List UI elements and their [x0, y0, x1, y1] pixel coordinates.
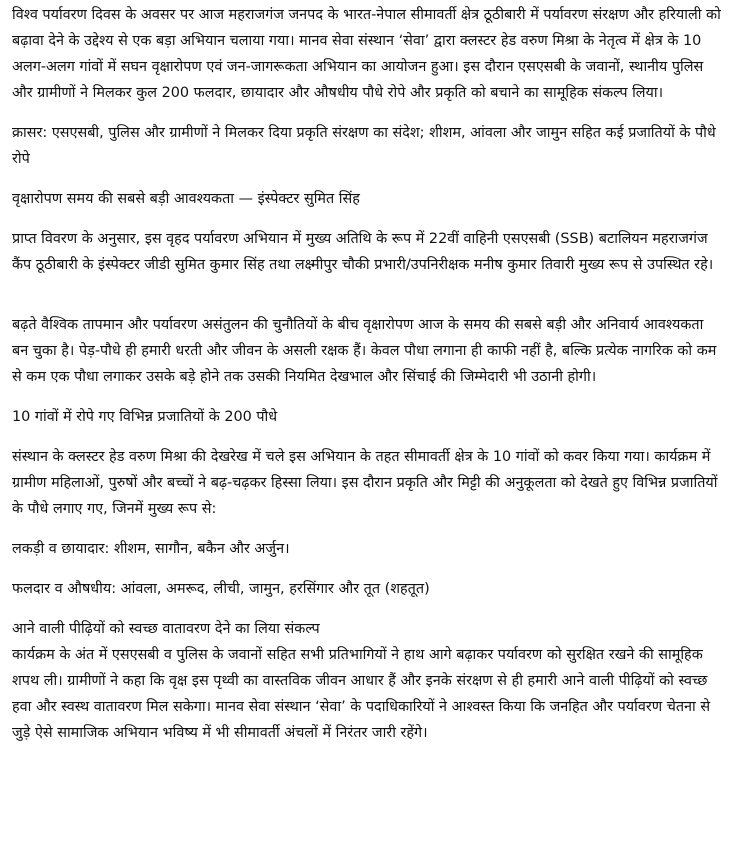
global-warming-paragraph: बढ़ते वैश्विक तापमान और पर्यावरण असंतुलन की चुनौतियों के बीच वृक्षारोपण आज के समय की सबसे बड़ी और अनिवार्य आवश्यकता बन चुका है। पेड़-पौधे ही हमारी धरती और जीवन के असली रक्षक हैं। केवल पौधा लगाना ही काफी नहीं है, बल्कि प्रत्येक नागरिक को कम से कम एक पौधा लगाकर उसके बड़े होने तक उसकी नियमित देखभाल और सिंचाई की जिम्मेदारी भी उठानी होगी। — [12, 317, 717, 385]
closing-paragraph: कार्यक्रम के अंत में एसएसबी व पुलिस के जवानों सहित सभी प्रतिभागियों ने हाथ आगे बढ़ाकर पर्यावरण को सुरक्षित रखने की सामूहिक शपथ ली। ग्रामीणों ने कहा कि वृक्ष इस पृथ्वी का वास्तविक जीवन आधार हैं और इनके संरक्षण से ही हमारी आने वाली पीढ़ियों को स्वच्छ हवा और स्वस्थ वातावरण मिल सकेगा। मानव सेवा संस्थान ‘सेवा’ के पदाधिकारियों ने आश्वस्त किया कि जनहित और पर्यावरण चेतना से जुड़े ऐसे सामाजिक अभियान भविष्य में भी सीमावर्ती अंचलों में निरंतर जारी रहेंगे। — [12, 647, 711, 741]
intro-paragraph: विश्व पर्यावरण दिवस के अवसर पर आज महराजगंज जनपद के भारत-नेपाल सीमावर्ती क्षेत्र ठूठीबारी में पर्यावरण संरक्षण और हरियाली को बढ़ावा देने के उद्देश्य से एक बड़ा अभियान चलाया गया। मानव सेवा संस्थान ‘सेवा’ द्वारा क्लस्टर हेड वरुण मिश्रा के नेतृत्व में क्षेत्र के 10 अलग-अलग गांवों में सघन वृक्षारोपण एवं जन-जागरूकता अभियान का आयोजन हुआ। इस दौरान एसएसबी के जवानों, स्थानीय पुलिस और ग्रामीणों ने मिलकर कुल 200 फलदार, छायादार और औषधीय पौधे रोपे और प्रकृति को बचाने का सामूहिक संकल्प लिया। — [12, 7, 721, 101]
subheading-200-plants: 10 गांवों में रोपे गए विभिन्न प्रजातियों के 200 पौधे — [12, 409, 278, 425]
crosser-paragraph: क्रासर: एसएसबी, पुलिस और ग्रामीणों ने मिलकर दिया प्रकृति संरक्षण का संदेश; शीशम, आंवला और जामुन सहित कई प्रजातियों के पौधे रोपे — [12, 125, 716, 167]
chief-guest-paragraph: प्राप्त विवरण के अनुसार, इस वृहद पर्यावरण अभियान में मुख्य अतिथि के रूप में 22वीं वाहिनी एसएसबी (SSB) बटालियन महराजगंज कैंप ठूठीबारी के इंस्पेक्टर जीडी सुमित कुमार सिंह तथा लक्ष्मीपुर चौकी प्रभारी/उपनिरीक्षक मनीष कुमार तिवारी मुख्य रूप से उपस्थित रहे। — [12, 231, 714, 273]
subheading-inspector-quote: वृक्षारोपण समय की सबसे बड़ी आवश्यकता — इंस्पेक्टर सुमित सिंह — [12, 191, 360, 207]
timber-shade-species: लकड़ी व छायादार: शीशम, सागौन, बकैन और अर्जुन। — [12, 541, 290, 557]
subheading-resolution: आने वाली पीढ़ियों को स्वच्छ वातावरण देने का लिया संकल्प — [12, 621, 320, 637]
campaign-coverage-paragraph: संस्थान के क्लस्टर हेड वरुण मिश्रा की देखरेख में चले इस अभियान के तहत सीमावर्ती क्षेत्र के 10 गांवों को कवर किया गया। कार्यक्रम में ग्रामीण महिलाओं, पुरुषों और बच्चों ने बढ़-चढ़कर हिस्सा लिया। इस दौरान प्रकृति और मिट्टी की अनुकूलता को देखते हुए विभिन्न प्रजातियों के पौधे लगाए गए, जिनमें मुख्य रूप से: — [12, 449, 718, 517]
fruit-medicinal-species: फलदार व औषधीय: आंवला, अमरूद, लीची, जामुन, हरसिंगार और तूत (शहतूत) — [12, 581, 430, 597]
